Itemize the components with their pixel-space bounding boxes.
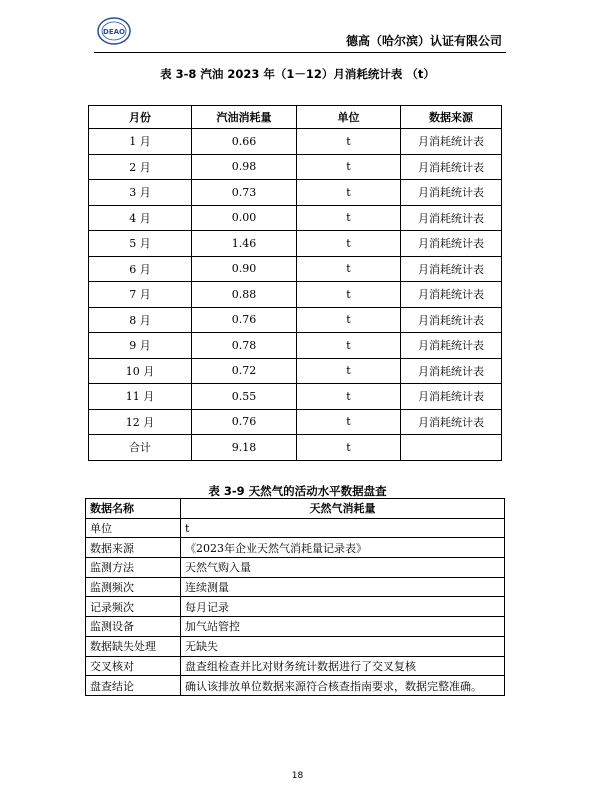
table-cell: 1 月 <box>89 129 192 155</box>
table-cell: 9.18 <box>192 435 297 461</box>
table-row <box>86 518 505 538</box>
natural-gas-data-table <box>85 498 505 696</box>
row-label: 数据来源 <box>86 538 181 558</box>
table-cell: t <box>297 154 401 180</box>
table-cell: t <box>297 358 401 384</box>
table-cell: t <box>297 435 401 461</box>
table-cell: 月消耗统计表 <box>401 256 502 282</box>
table-cell: 0.00 <box>192 205 297 231</box>
page-number: 18 <box>291 771 304 781</box>
table-cell: 12 月 <box>89 409 192 435</box>
table-cell: 月消耗统计表 <box>401 384 502 410</box>
table-cell <box>401 435 502 461</box>
page-header <box>94 12 506 53</box>
table-cell: t <box>297 129 401 155</box>
row-value: 无缺失 <box>181 636 505 656</box>
table-cell: t <box>297 333 401 359</box>
company-name: 德高（哈尔滨）认证有限公司 <box>345 34 502 48</box>
table-row <box>89 205 502 231</box>
table-cell: t <box>297 180 401 206</box>
table-cell: 0.76 <box>192 307 297 333</box>
table-row <box>86 577 505 597</box>
table-cell: 6 月 <box>89 256 192 282</box>
table-row <box>89 307 502 333</box>
table-row <box>86 617 505 637</box>
row-label: 数据缺失处理 <box>86 636 181 656</box>
col-header-unit: 单位 <box>297 106 401 129</box>
col-header-month: 月份 <box>89 106 192 129</box>
table-row <box>86 676 505 696</box>
table-cell: 月消耗统计表 <box>401 409 502 435</box>
table-cell: 4 月 <box>89 205 192 231</box>
row-label: 监测设备 <box>86 617 181 637</box>
table-row <box>89 282 502 308</box>
table-cell: 0.72 <box>192 358 297 384</box>
table-cell: 11 月 <box>89 384 192 410</box>
table-cell: 10 月 <box>89 358 192 384</box>
table-header-row <box>86 499 505 519</box>
table-cell: t <box>297 384 401 410</box>
table-row <box>89 154 502 180</box>
table-cell: 7 月 <box>89 282 192 308</box>
col-header-source: 数据来源 <box>401 106 502 129</box>
row-label: 监测方法 <box>86 558 181 578</box>
table-row <box>89 180 502 206</box>
table-cell: 0.55 <box>192 384 297 410</box>
row-value: 《2023年企业天然气消耗量记录表》 <box>181 538 505 558</box>
table-cell: 1.46 <box>192 231 297 257</box>
row-label: 交叉核对 <box>86 656 181 676</box>
table-cell: 月消耗统计表 <box>401 333 502 359</box>
row-value: 每月记录 <box>181 597 505 617</box>
table-cell: 0.66 <box>192 129 297 155</box>
table2-caption: 表 3-9 天然气的活动水平数据盘查 <box>208 484 387 498</box>
col-header-data-name: 数据名称 <box>86 499 181 519</box>
table-cell: 0.76 <box>192 409 297 435</box>
row-value: 确认该排放单位数据来源符合核查指南要求，数据完整准确。 <box>181 676 505 696</box>
table-cell: t <box>297 307 401 333</box>
table-cell: 0.90 <box>192 256 297 282</box>
table-cell: 月消耗统计表 <box>401 180 502 206</box>
table-cell: 0.98 <box>192 154 297 180</box>
table-cell: 月消耗统计表 <box>401 282 502 308</box>
table-row <box>86 636 505 656</box>
table-cell: 月消耗统计表 <box>401 205 502 231</box>
table-cell: 0.78 <box>192 333 297 359</box>
table-cell: 合计 <box>89 435 192 461</box>
table-row <box>89 384 502 410</box>
company-logo <box>97 16 131 46</box>
row-label: 单位 <box>86 518 181 538</box>
table-cell: 3 月 <box>89 180 192 206</box>
table-row <box>86 558 505 578</box>
table-cell: t <box>297 205 401 231</box>
col-header-natural-gas: 天然气消耗量 <box>181 499 505 519</box>
table-cell: 8 月 <box>89 307 192 333</box>
table-cell: t <box>297 409 401 435</box>
table1-caption: 表 3-8 汽油 2023 年（1－12）月消耗统计表 （t） <box>160 67 435 81</box>
row-label: 记录频次 <box>86 597 181 617</box>
table-cell: t <box>297 256 401 282</box>
table-row <box>89 358 502 384</box>
table-cell: 9 月 <box>89 333 192 359</box>
table-header-row <box>89 106 502 129</box>
table-cell: 0.73 <box>192 180 297 206</box>
table-cell: 0.88 <box>192 282 297 308</box>
table-row <box>86 538 505 558</box>
table-cell: 月消耗统计表 <box>401 154 502 180</box>
row-label: 盘查结论 <box>86 676 181 696</box>
table-row <box>89 256 502 282</box>
table-row <box>86 597 505 617</box>
row-label: 监测频次 <box>86 577 181 597</box>
row-value: 连续测量 <box>181 577 505 597</box>
table-row <box>89 333 502 359</box>
row-value: 天然气购入量 <box>181 558 505 578</box>
table-cell: 月消耗统计表 <box>401 307 502 333</box>
table-cell: t <box>297 231 401 257</box>
table-cell: 月消耗统计表 <box>401 129 502 155</box>
col-header-consumption: 汽油消耗量 <box>192 106 297 129</box>
table-cell: 2 月 <box>89 154 192 180</box>
row-value: 加气站管控 <box>181 617 505 637</box>
gasoline-consumption-table <box>88 105 502 461</box>
row-value: t <box>181 518 505 538</box>
table-cell: 月消耗统计表 <box>401 231 502 257</box>
table-row <box>89 129 502 155</box>
table-cell: 5 月 <box>89 231 192 257</box>
table-cell: 月消耗统计表 <box>401 358 502 384</box>
table-row <box>89 409 502 435</box>
table-row <box>86 656 505 676</box>
table-row <box>89 231 502 257</box>
table-row <box>89 435 502 461</box>
table-cell: t <box>297 282 401 308</box>
svg-text:DEAO: DEAO <box>103 28 125 36</box>
row-value: 盘查组检查并比对财务统计数据进行了交叉复核 <box>181 656 505 676</box>
